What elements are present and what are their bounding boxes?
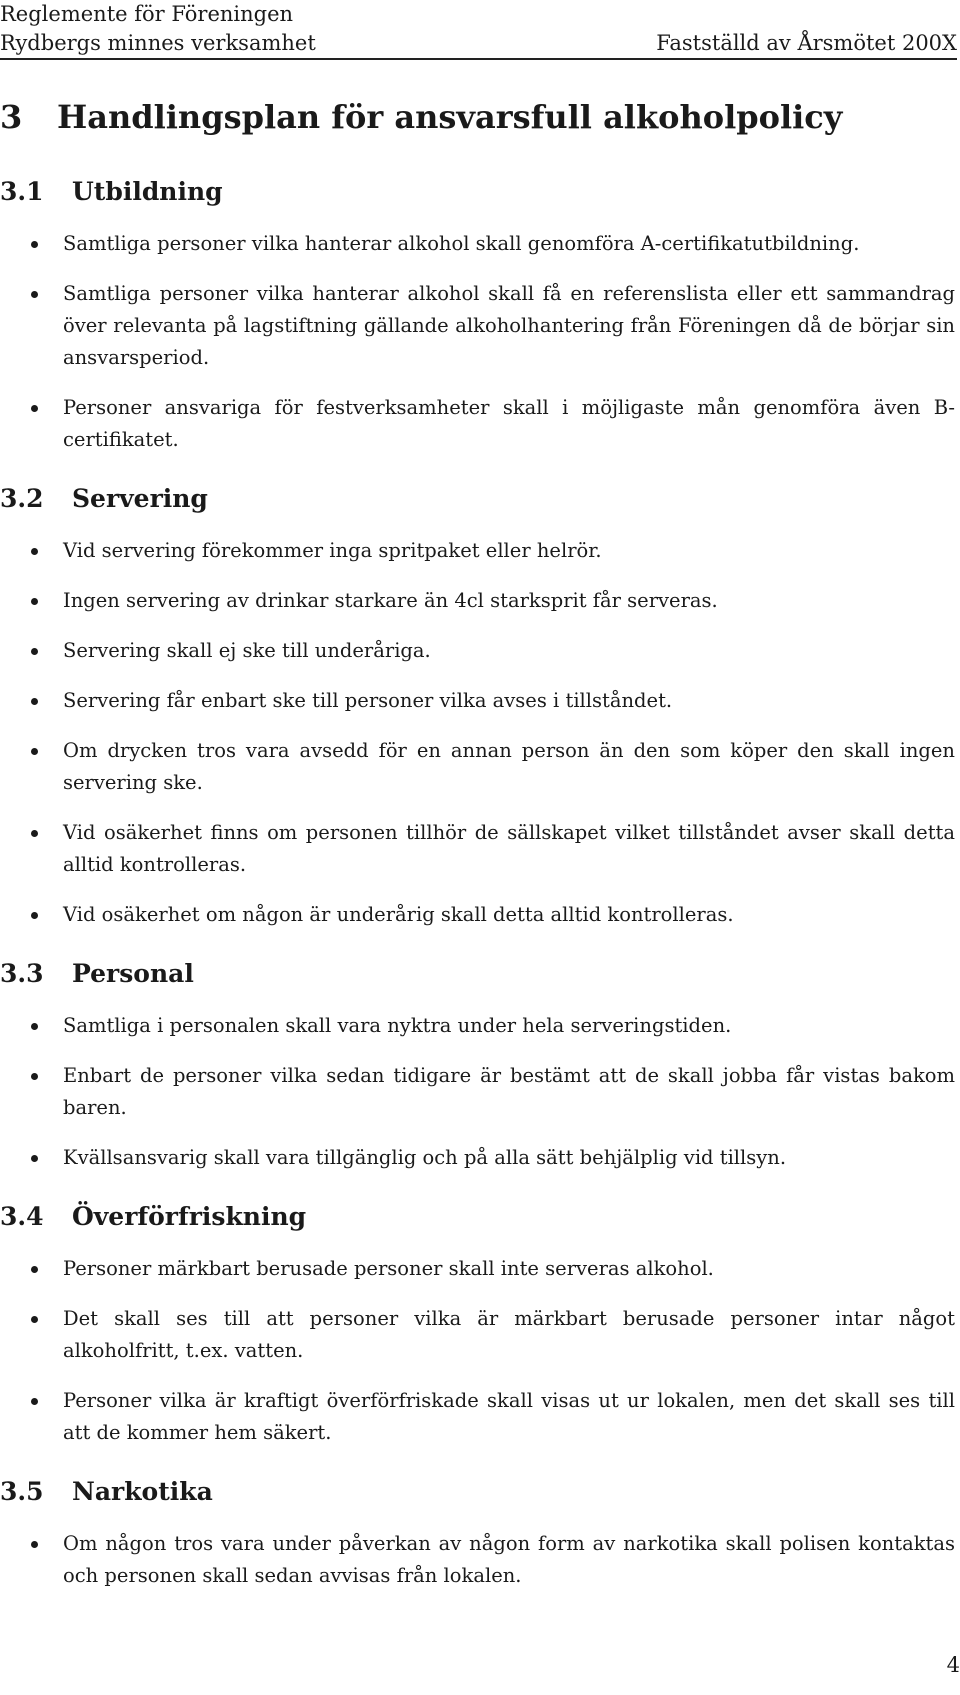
list-item: Personer vilka är kraftigt överförfriskade skall visas ut ur lokalen, men det skall ses till att de kommer hem säkert. [0,1385,955,1449]
subsection-number: 3.1 [0,177,44,206]
list-item: Vid osäkerhet finns om personen tillhör de sällskapet vilket tillståndet avser skall detta alltid kontrolleras. [0,817,955,881]
header-line-1 [0,0,957,29]
bullet-list-overforfriskning [0,1253,955,1449]
list-item: Vid servering förekommer inga spritpaket eller helrör. [0,535,955,567]
subsection-number: 3.5 [0,1477,44,1506]
subsection-heading-servering [0,482,955,516]
bullet-list-personal [0,1010,955,1174]
list-item: Enbart de personer vilka sedan tidigare är bestämt att de skall jobba får vistas bakom baren. [0,1060,955,1124]
document-title: Reglemente för Föreningen [0,2,294,26]
document-subtitle: Rydbergs minnes verksamhet [0,31,316,55]
subsection-number: 3.2 [0,484,44,513]
list-item: Samtliga personer vilka hanterar alkohol skall genomföra A-certifikatutbildning. [0,228,955,260]
list-item: Servering skall ej ske till underåriga. [0,635,955,667]
section-heading [0,95,955,139]
page-number: 4 [946,1653,960,1677]
subsection-heading-narkotika [0,1475,955,1509]
section-title: Handlingsplan för ansvarsfull alkoholpolicy [57,98,843,136]
list-item: Ingen servering av drinkar starkare än 4cl starksprit får serveras. [0,585,955,617]
list-item: Personer ansvariga för festverksamheter skall i möjligaste mån genomföra även B-certifikatet. [0,392,955,456]
subsection-number: 3.3 [0,959,44,988]
list-item: Om någon tros vara under påverkan av någon form av narkotika skall polisen kontaktas och personen skall sedan avvisas från lokalen. [0,1528,955,1592]
subsection-heading-overforfriskning [0,1200,955,1234]
subsection-number: 3.4 [0,1202,44,1231]
list-item: Personer märkbart berusade personer skall inte serveras alkohol. [0,1253,955,1285]
bullet-list-narkotika [0,1528,955,1592]
subsection-title: Överförfriskning [72,1202,307,1231]
header-divider [0,58,957,60]
bullet-list-servering [0,535,955,931]
bullet-list-utbildning [0,228,955,456]
list-item: Det skall ses till att personer vilka är märkbart berusade personer intar något alkoholfritt, t.ex. vatten. [0,1303,955,1367]
list-item: Servering får enbart ske till personer vilka avses i tillståndet. [0,685,955,717]
subsection-title: Personal [72,959,194,988]
list-item: Samtliga personer vilka hanterar alkohol skall få en referenslista eller ett sammandrag över relevanta på lagstiftning gällande alkoholhantering från Föreningen då de börjar sin ansvarsperiod. [0,278,955,374]
list-item: Samtliga i personalen skall vara nyktra under hela serveringstiden. [0,1010,955,1042]
main-content [0,95,955,1618]
subsection-title: Narkotika [72,1477,213,1506]
subsection-heading-utbildning [0,175,955,209]
subsection-title: Utbildning [72,177,223,206]
list-item: Vid osäkerhet om någon är underårig skall detta alltid kontrolleras. [0,899,955,931]
section-number: 3 [0,98,23,136]
subsection-title: Servering [72,484,208,513]
adoption-status: Fastställd av Årsmötet 200X [656,31,957,55]
list-item: Om drycken tros vara avsedd för en annan person än den som köper den skall ingen servering ske. [0,735,955,799]
running-header [0,0,957,58]
subsection-heading-personal [0,957,955,991]
header-line-2 [0,29,957,58]
list-item: Kvällsansvarig skall vara tillgänglig och på alla sätt behjälplig vid tillsyn. [0,1142,955,1174]
